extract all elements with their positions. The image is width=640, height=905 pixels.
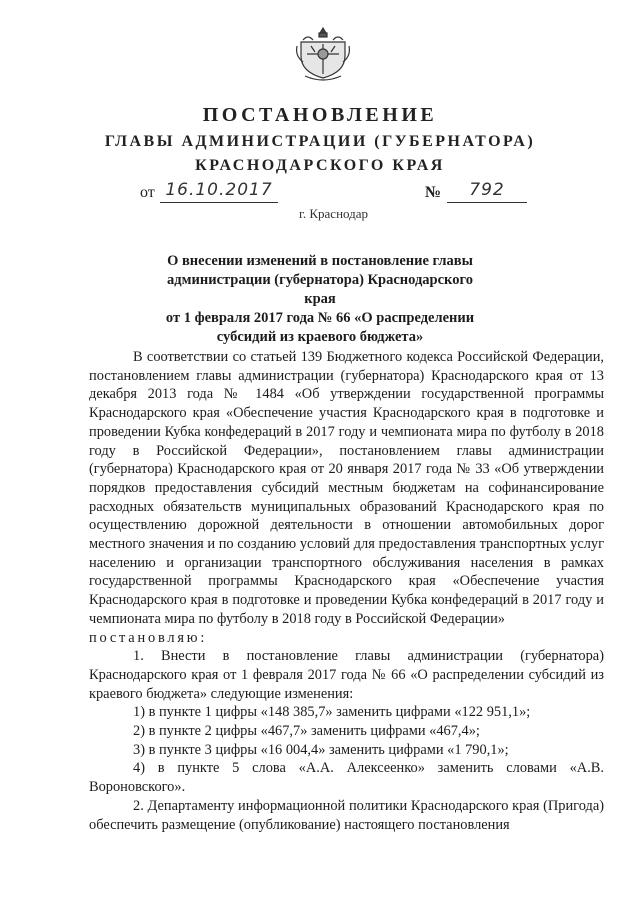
decree-word: постановляю:	[89, 629, 208, 646]
date-value: 16.10.2017	[160, 180, 278, 203]
item-1-paragraph: 1. Внести в постановление главы администрации (губернатора) Краснодарского края от 1 февраля 2017 года № 66 «О распределении субсидий из краевого бюджета» следующие изменения:	[89, 648, 604, 702]
subitem-3: 3) в пункте 3 цифры «16 004,4» заменить цифрами «1 790,1»;	[133, 741, 509, 758]
item-2-paragraph: 2. Департаменту информационной политики Краснодарского края (Пригода) обеспечить размещение (опубликование) настоящего постановления	[89, 797, 604, 833]
city-label: г. Краснодар	[299, 206, 369, 221]
coat-of-arms-emblem	[293, 24, 353, 84]
title-line: О внесении изменений в постановление главы	[167, 253, 473, 269]
issuer-heading: ГЛАВЫ АДМИНИСТРАЦИИ (ГУБЕРНАТОРА)	[104, 133, 536, 150]
subitem-1: 1) в пункте 1 цифры «148 385,7» заменить цифрами «122 951,1»;	[133, 704, 531, 721]
date-label: от	[140, 184, 155, 201]
document-title	[150, 252, 490, 347]
title-line: субсидий из краевого бюджета»	[216, 329, 424, 345]
number-value: 792	[447, 180, 527, 203]
subitem-2: 2) в пункте 2 цифры «467,7» заменить цифрами «467,4»;	[133, 723, 480, 740]
number-label: №	[425, 184, 442, 201]
document-type-heading: ПОСТАНОВЛЕНИЕ	[202, 104, 438, 126]
subitem-4: 4) в пункте 5 слова «А.А. Алексеенко» заменить словами «А.В. Вороновского».	[89, 760, 604, 796]
region-heading: КРАСНОДАРСКОГО КРАЯ	[195, 157, 445, 174]
title-line: от 1 февраля 2017 года № 66 «О распределении	[165, 310, 475, 326]
document-body	[89, 348, 604, 834]
preamble-paragraph: В соответствии со статьей 139 Бюджетного кодекса Российской Федерации, постановлением главы администрации (губернатора) Краснодарского края от 13 декабря 2013 года № 1484 «Об утверждении государственной программы Краснодарского края «Обеспечение участия Краснодарского края в подготовке и проведении Кубка конфедераций в 2017 году и чемпионата мира по футболу в 2018 году в Российской Федерации», постановлением главы администрации (губернатора) Краснодарского края от 20 января 2017 года № 33 «Об утверждении порядков предоставления субсидий местным бюджетам на софинансирование расходных обязательств муниципальных образований Краснодарского края по осуществлению дорожной деятельности в отношении автомобильных дорог местного значения и по созданию условий для предоставления транспортных услуг населению и организации транспортного обслуживания населения в рамках государственной программы Краснодарского края «Обеспечение участия Краснодарского края в подготовке и проведении Кубка конфедераций в 2017 году и чемпионата мира по футболу в 2018 году в Российской Федерации»	[89, 349, 604, 627]
title-line: администрации (губернатора) Краснодарского края	[167, 272, 473, 307]
